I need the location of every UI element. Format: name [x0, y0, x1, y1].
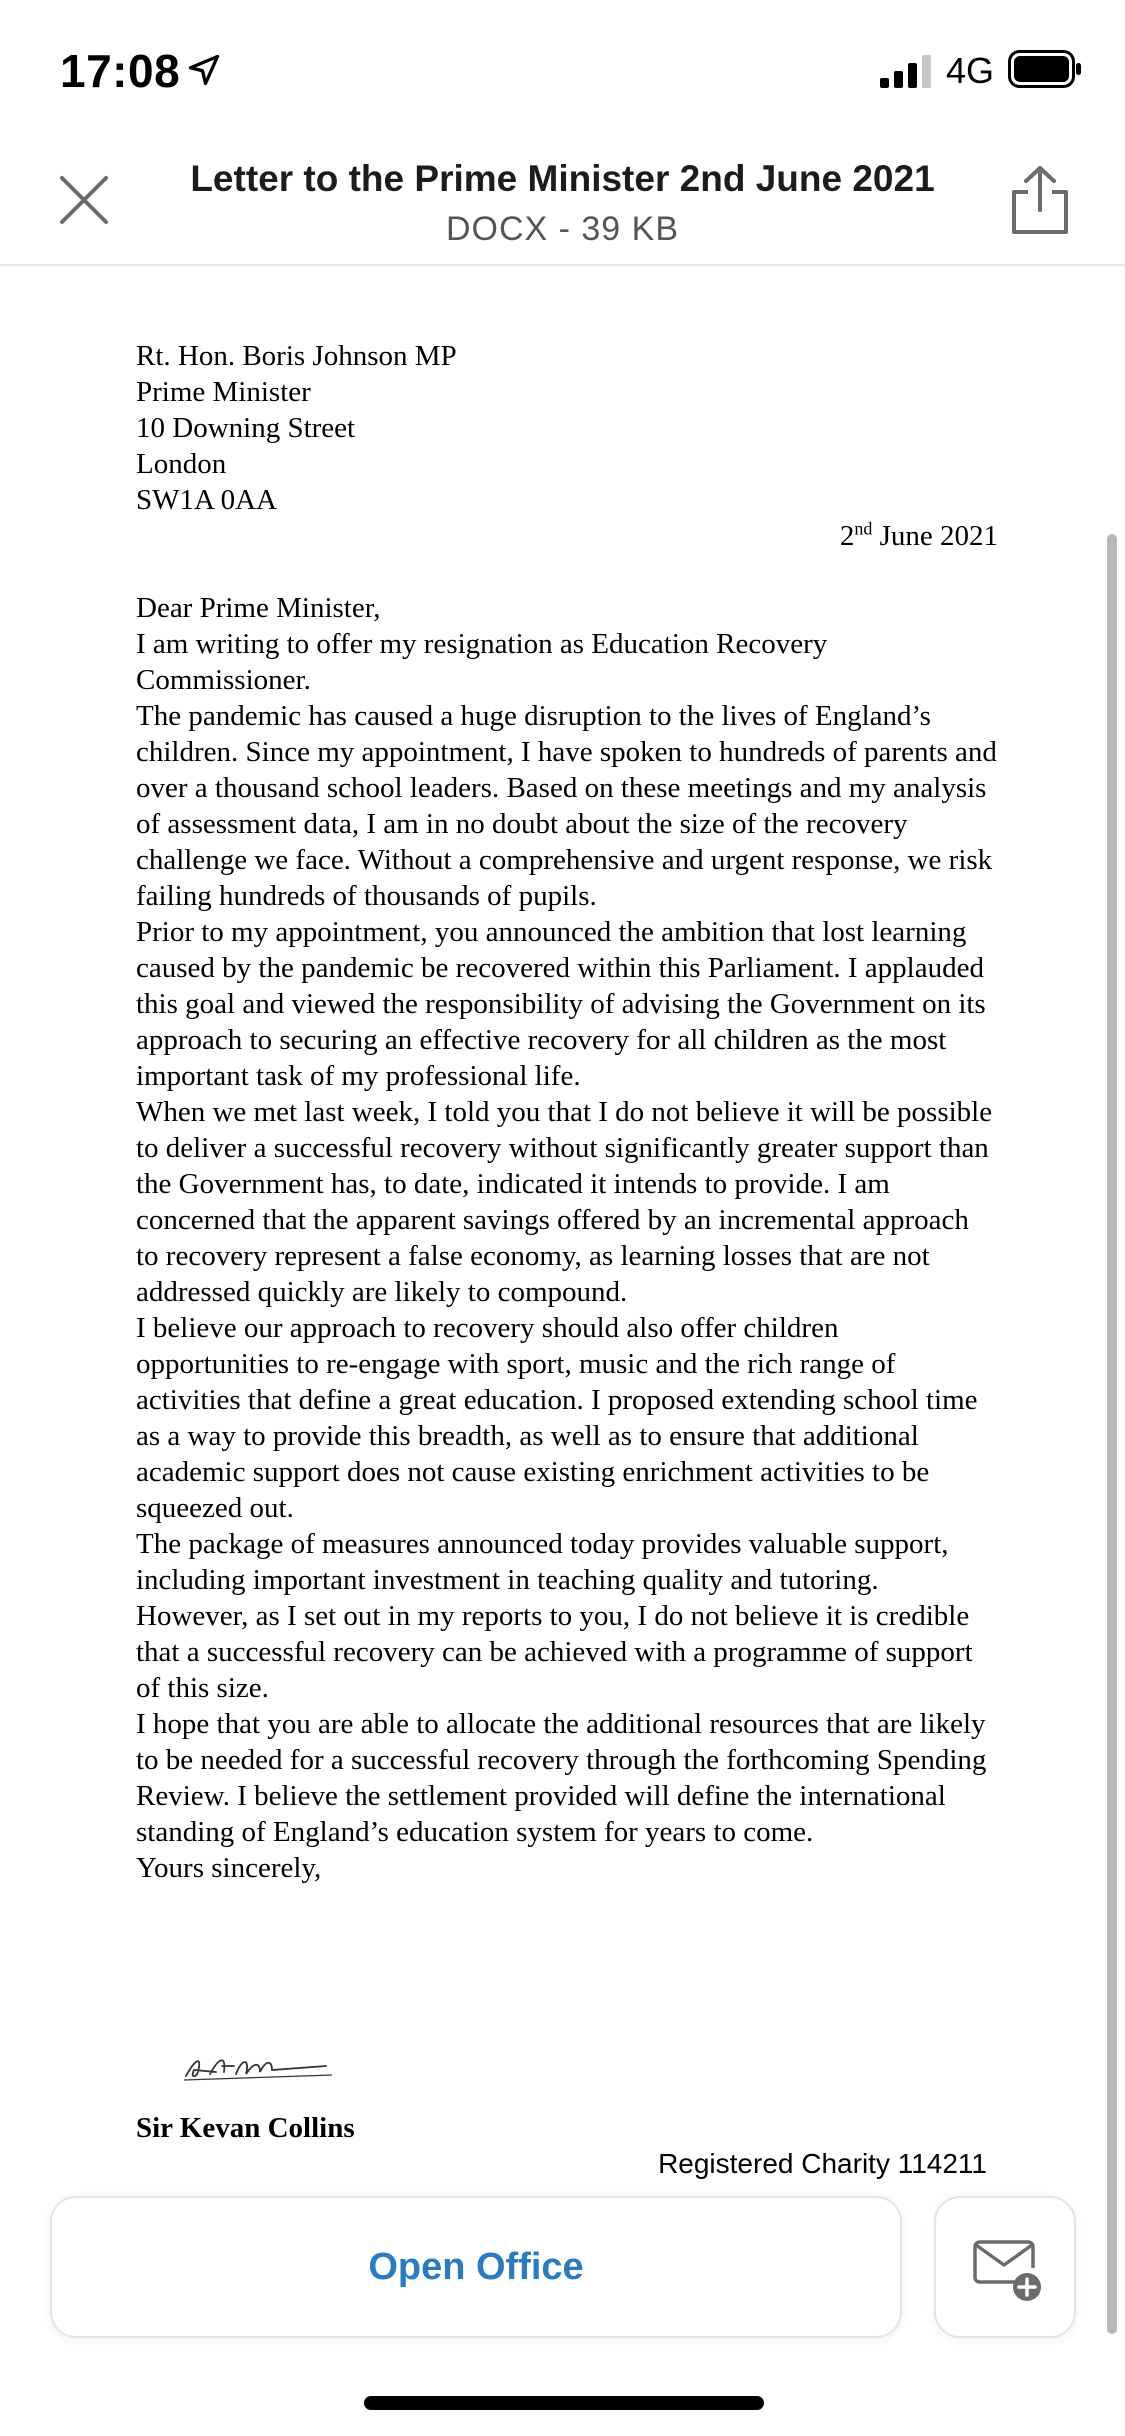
letter-paragraph: I believe our approach to recovery should also offer children opportunities to re-engage with sport, music and the rich range of activities that define a great education. I proposed extending school time as a way to provide this breadth, as well as to ensure that additional academic support does not cause existing enrichment activities to be squeezed out. [136, 1312, 978, 1524]
battery-icon [1008, 50, 1082, 88]
address-line: 10 Downing Street [136, 412, 356, 444]
home-indicator[interactable] [364, 2396, 764, 2410]
open-office-label: Open Office [368, 2245, 584, 2288]
document-subtitle: DOCX - 39 KB [445, 210, 680, 248]
scrollbar[interactable] [1107, 534, 1117, 2334]
closing: Yours sincerely, [136, 1852, 322, 1884]
letter-paragraph: The package of measures announced today provides valuable support, including important investment in teaching quality and tutoring. However, as I set out in my reports to you, I do not believe it is credible that a successful recovery can be achieved with a programme of support of this size. [136, 1528, 973, 1704]
document-header [0, 140, 1125, 266]
letter-date [136, 518, 998, 554]
letter-paragraph: I hope that you are able to allocate the additional resources that are likely to be needed for a successful recovery through the forthcoming Spending Review. I believe the settlement provided will define the international standing of England’s education system for years to come. [136, 1708, 987, 1848]
open-office-button[interactable] [50, 2196, 902, 2338]
letter-paragraph: The pandemic has caused a huge disruption to the lives of England’s children. Since my appointment, I have spoken to hundreds of parents and over a thousand school leaders. Based on these meetings and my analysis of assessment data, I am in no doubt about the size of the recovery challenge we face. Without a comprehensive and urgent response, we risk failing hundreds of thousands of pupils. [136, 700, 997, 912]
mail-add-icon [972, 2238, 1042, 2302]
status-bar [0, 0, 1125, 140]
document-title: Letter to the Prime Minister 2nd June 2021 [190, 158, 935, 199]
charity-number: Registered Charity 114211 [658, 2148, 987, 2179]
salutation: Dear Prime Minister, [136, 592, 381, 624]
date-suffix: nd [854, 518, 873, 539]
document-body [136, 338, 998, 1886]
share-icon[interactable] [1008, 164, 1072, 236]
letter-paragraph: When we met last week, I told you that I do not believe it will be possible to deliver a successful recovery without significantly greater support than the Government has, to date, indicated it intends to provide. I am concerned that the apparent savings offered by an incremental approach to recovery represent a false economy, as learning losses that are not addressed quickly are likely to compound. [136, 1096, 993, 1308]
address-line: London [136, 448, 227, 480]
recipient-address [136, 338, 998, 518]
date-day: 2 [839, 520, 855, 552]
date-rest: June 2021 [872, 520, 998, 552]
letter-paragraph: Prior to my appointment, you announced the ambition that lost learning caused by the pandemic be recovered within this Parliament. I applauded this goal and viewed the responsibility of advising the Government on its approach to securing an effective recovery for all children as the most important task of my professional life. [136, 916, 986, 1092]
network-label: 4G [946, 50, 995, 91]
signature-image [176, 2048, 336, 2084]
address-line: SW1A 0AA [136, 484, 277, 516]
address-line: Prime Minister [136, 376, 311, 408]
status-time: 17:08 [60, 45, 181, 97]
signal-icon [880, 54, 932, 88]
address-line: Rt. Hon. Boris Johnson MP [136, 340, 457, 372]
signer-name: Sir Kevan Collins [136, 2112, 355, 2144]
location-arrow-icon [186, 52, 222, 88]
letter-paragraph: I am writing to offer my resignation as Education Recovery Commissioner. [136, 628, 828, 696]
close-icon[interactable] [58, 174, 110, 226]
mail-button[interactable] [934, 2196, 1076, 2338]
